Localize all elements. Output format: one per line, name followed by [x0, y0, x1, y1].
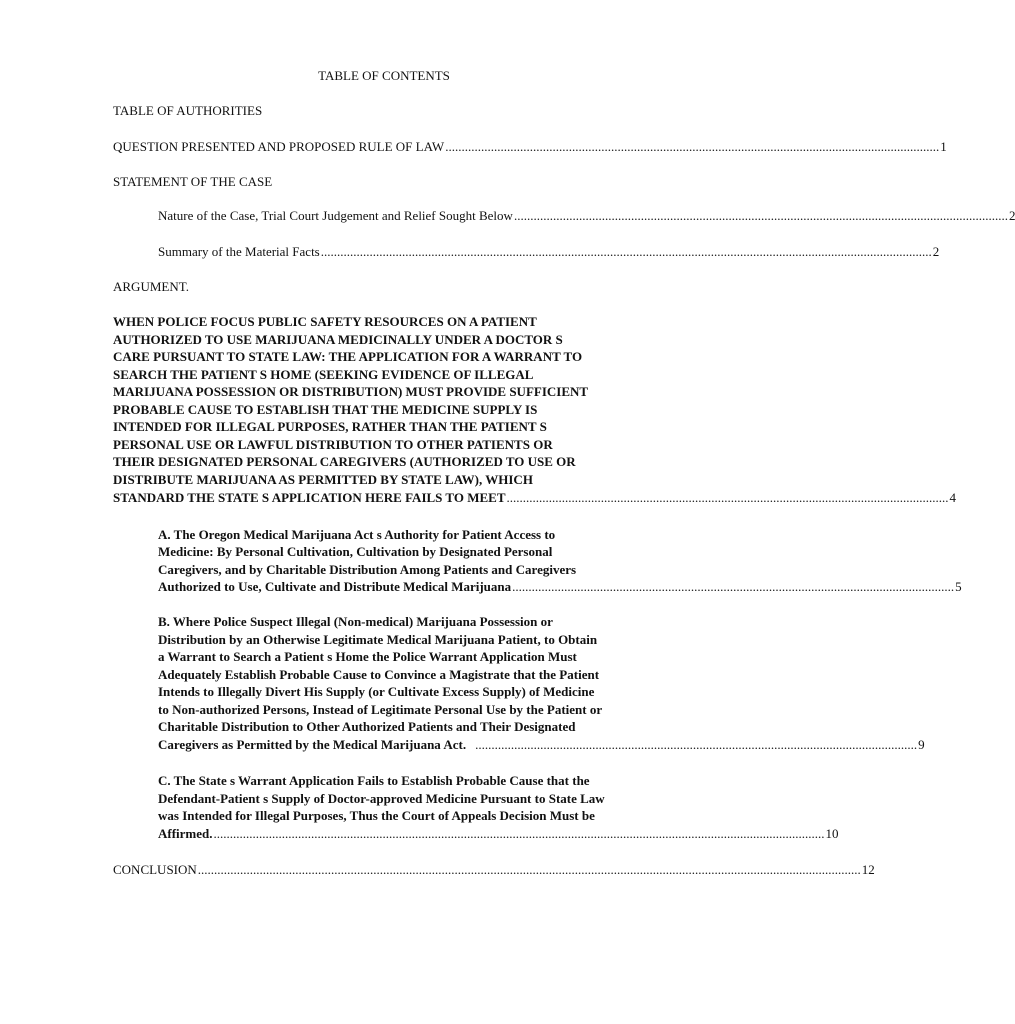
argument-line: THEIR DESIGNATED PERSONAL CAREGIVERS (AUTHORIZED TO USE OR: [113, 454, 576, 469]
leader-dots: ........................................................................................................................................................: [513, 208, 1008, 223]
subsection-b-line: to Non-authorized Persons, Instead of Legitimate Personal Use by the Patient or: [158, 702, 603, 717]
subsection-a-line: Caregivers, and by Charitable Distribution Among Patients and Caregivers: [158, 562, 577, 577]
leader-dots: ........................................................................................................................................................: [445, 139, 940, 154]
leader-dots: ........................................................................................................................................: [506, 490, 949, 505]
argument-line: INTENDED FOR ILLEGAL PURPOSES, RATHER THAN THE PATIENT S: [113, 419, 547, 434]
entry-page: 12: [861, 862, 875, 877]
argument-line: PROBABLE CAUSE TO ESTABLISH THAT THE MEDICINE SUPPLY IS: [113, 402, 538, 417]
entry-page: 9: [918, 737, 925, 752]
toc-entry-argument: [113, 489, 957, 507]
entry-page: 4: [949, 490, 957, 505]
toc-entry-subsection-a: [158, 578, 962, 596]
toc-statement-heading: STATEMENT OF THE CASE: [113, 174, 273, 189]
entry-page: 2: [932, 244, 940, 259]
entry-page: 2: [1008, 208, 1015, 223]
toc-entry-subsection-c: [158, 825, 839, 843]
argument-line: CARE PURSUANT TO STATE LAW: THE APPLICATION FOR A WARRANT TO: [113, 349, 583, 364]
entry-label: QUESTION PRESENTED AND PROPOSED RULE OF LAW: [113, 139, 445, 154]
toc-entry-question: [113, 138, 947, 156]
subsection-c-line: C. The State s Warrant Application Fails to Establish Probable Cause that the: [158, 773, 590, 788]
entry-label: Affirmed.: [158, 826, 213, 841]
leader-dots: ............................................................................................................................................................................................................: [197, 862, 861, 877]
argument-line: PERSONAL USE OR LAWFUL DISTRIBUTION TO OTHER PATIENTS OR: [113, 437, 553, 452]
argument-line: SEARCH THE PATIENT S HOME (SEEKING EVIDENCE OF ILLEGAL: [113, 367, 534, 382]
toc-entry-subsection-b: [158, 736, 925, 754]
entry-label: Summary of the Material Facts: [158, 244, 320, 259]
subsection-b-line: Charitable Distribution to Other Authorized Patients and Their Designated: [158, 719, 576, 734]
argument-line: AUTHORIZED TO USE MARIJUANA MEDICINALLY UNDER A DOCTOR S: [113, 332, 563, 347]
entry-page: 5: [955, 579, 962, 594]
leader-dots: ........................................................................................................................................: [475, 737, 918, 752]
subsection-c-line: Defendant-Patient s Supply of Doctor-approved Medicine Pursuant to State Law: [158, 791, 605, 806]
argument-line: MARIJUANA POSSESSION OR DISTRIBUTION) MUST PROVIDE SUFFICIENT: [113, 384, 589, 399]
toc-title: TABLE OF CONTENTS: [318, 68, 450, 83]
entry-label: Nature of the Case, Trial Court Judgement and Relief Sought Below: [158, 208, 513, 223]
entry-label: CONCLUSION: [113, 862, 197, 877]
toc-argument-heading: ARGUMENT.: [113, 279, 189, 294]
entry-label: Authorized to Use, Cultivate and Distribute Medical Marijuana: [158, 579, 512, 594]
entry-label: STANDARD THE STATE S APPLICATION HERE FAILS TO MEET: [113, 490, 506, 505]
entry-label: Caregivers as Permitted by the Medical Marijuana Act.: [158, 737, 467, 752]
subsection-b-line: Distribution by an Otherwise Legitimate Medical Marijuana Patient, to Obtain: [158, 632, 598, 647]
argument-line: DISTRIBUTE MARIJUANA AS PERMITTED BY STATE LAW), WHICH: [113, 472, 533, 487]
leader-dots: ........................................................................................................................................: [512, 579, 955, 594]
toc-entry-nature: [158, 207, 1015, 225]
toc-authorities: TABLE OF AUTHORITIES: [113, 103, 263, 118]
entry-page: 1: [940, 139, 947, 154]
argument-line: WHEN POLICE FOCUS PUBLIC SAFETY RESOURCES ON A PATIENT: [113, 314, 537, 329]
leader-dots: ............................................................................................................................................................................................: [320, 244, 932, 259]
subsection-b-line: Adequately Establish Probable Cause to Convince a Magistrate that the Patient: [158, 667, 600, 682]
subsection-b-line: B. Where Police Suspect Illegal (Non-medical) Marijuana Possession or: [158, 614, 553, 629]
subsection-a-line: Medicine: By Personal Cultivation, Cultivation by Designated Personal: [158, 544, 553, 559]
entry-page: 10: [825, 826, 839, 841]
toc-entry-conclusion: [113, 861, 875, 879]
subsection-a-line: A. The Oregon Medical Marijuana Act s Authority for Patient Access to: [158, 527, 556, 542]
subsection-c-line: was Intended for Illegal Purposes, Thus the Court of Appeals Decision Must be: [158, 808, 595, 823]
toc-entry-summary: [158, 243, 940, 261]
subsection-b-line: a Warrant to Search a Patient s Home the Police Warrant Application Must: [158, 649, 577, 664]
subsection-b-line: Intends to Illegally Divert His Supply (or Cultivate Excess Supply) of Medicine: [158, 684, 595, 699]
leader-dots: ............................................................................................................................................................................................: [213, 826, 825, 841]
